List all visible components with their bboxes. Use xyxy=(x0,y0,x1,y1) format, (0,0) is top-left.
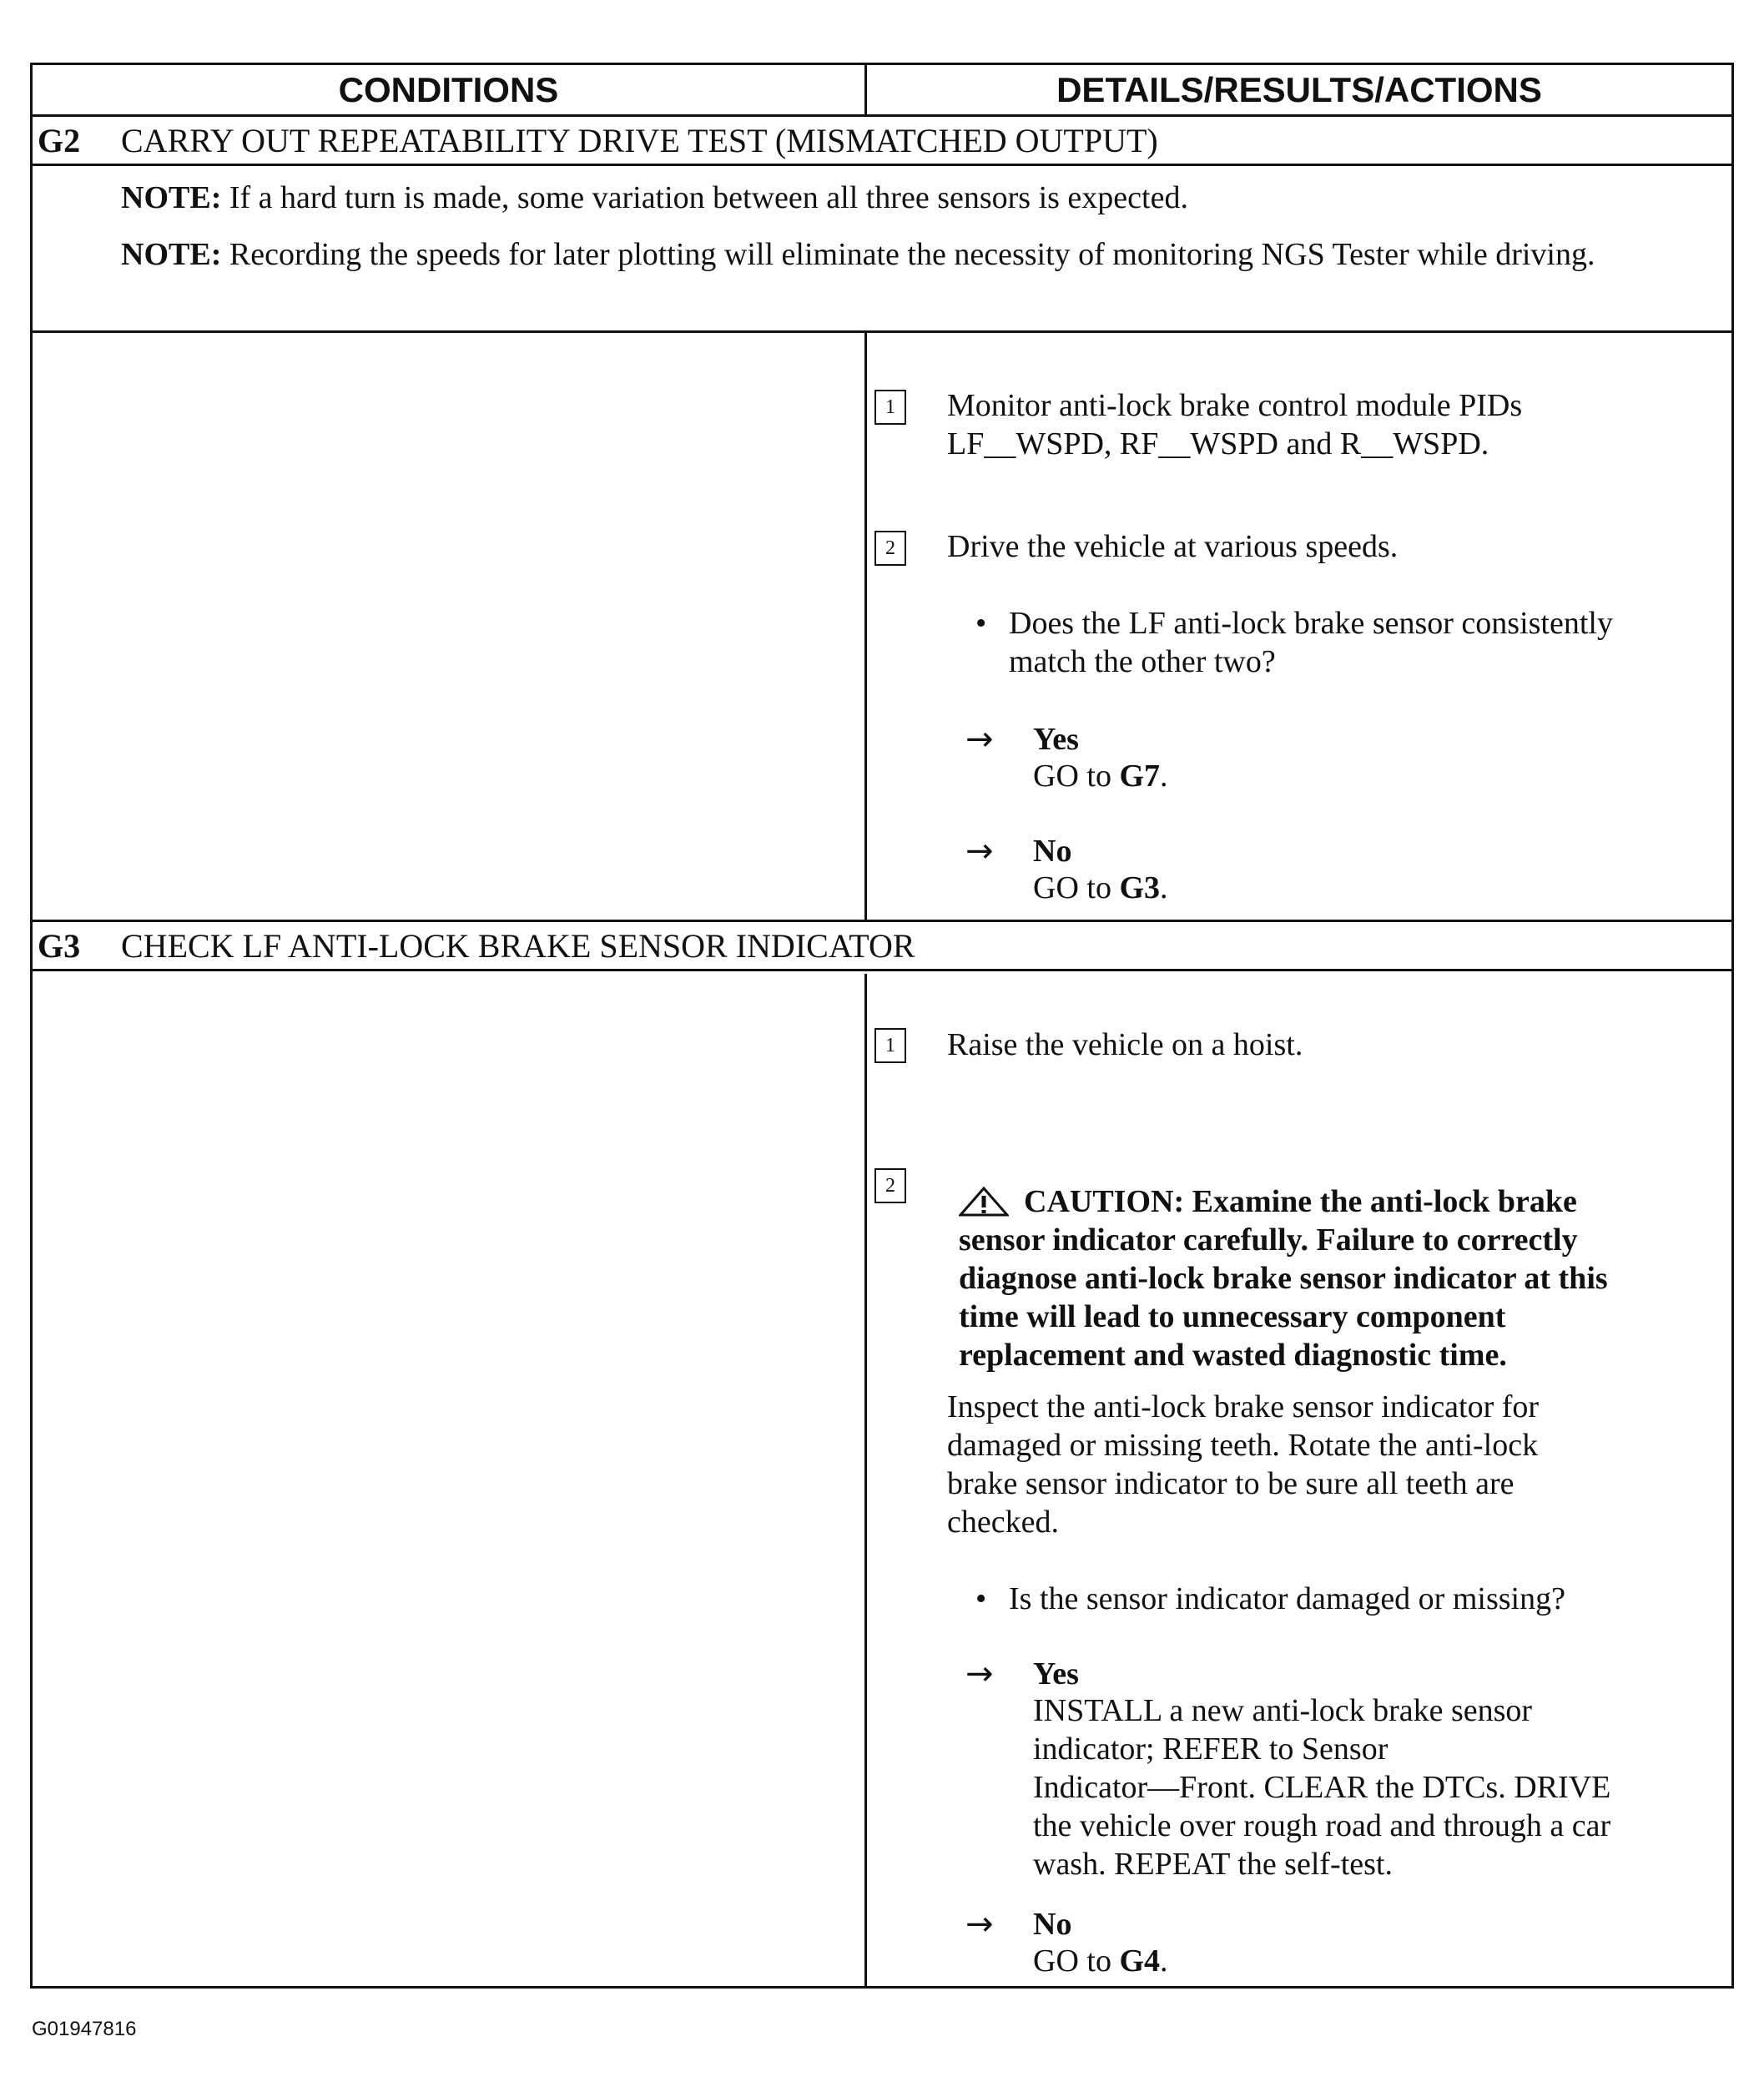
step-number-box: 1 xyxy=(874,390,906,425)
g2-note-1 xyxy=(121,179,1720,217)
goto-target: G7 xyxy=(1119,759,1161,794)
figure-code: G01947816 xyxy=(32,2018,137,2040)
g2-no-label: No xyxy=(1033,834,1072,869)
g3-caution-line2: sensor indicator carefully. Failure to correctly xyxy=(959,1222,1578,1258)
g3-inspect-line1: Inspect the anti-lock brake sensor indicator for xyxy=(947,1389,1540,1424)
g3-yes-line3: Indicator—Front. CLEAR the DTCs. DRIVE xyxy=(1033,1770,1611,1805)
step-number-box: 2 xyxy=(874,1168,906,1203)
arrow-right-icon: → xyxy=(965,1655,994,1693)
step-number-box: 1 xyxy=(874,1028,906,1063)
g2-step1-line1: Monitor anti-lock brake control module PIDs xyxy=(947,388,1523,423)
details-header: DETAILS/RESULTS/ACTIONS xyxy=(1056,70,1542,109)
note-text: Recording the speeds for later plotting will eliminate the necessity of monitoring NGS Tester while driving. xyxy=(229,237,1595,272)
step-number-box: 2 xyxy=(874,531,906,566)
table-header xyxy=(33,65,1731,117)
goto-target: G3 xyxy=(1119,870,1161,905)
g3-yes-line1: INSTALL a new anti-lock brake sensor xyxy=(1033,1693,1533,1728)
g3-step-id: G3 xyxy=(38,927,81,965)
g2-step-title: CARRY OUT REPEATABILITY DRIVE TEST (MISMATCHED OUTPUT) xyxy=(121,122,1158,159)
note-text: If a hard turn is made, some variation between all three sensors is expected. xyxy=(229,180,1188,215)
g2-notes xyxy=(33,169,1731,333)
g3-no-action: GO to G4. xyxy=(1033,1943,1168,1979)
g3-yes-line4: the vehicle over rough road and through a car xyxy=(1033,1808,1611,1843)
note-label: NOTE: xyxy=(121,237,222,272)
g2-step1-line2: LF__WSPD, RF__WSPD and R__WSPD. xyxy=(947,426,1489,461)
g3-yes-line2: indicator; REFER to Sensor xyxy=(1033,1732,1389,1767)
column-divider xyxy=(864,974,867,1986)
goto-target: G4 xyxy=(1119,1943,1161,1979)
g2-yes-action: GO to G7. xyxy=(1033,759,1168,794)
g2-body-row xyxy=(33,333,1731,922)
g2-question-line1: Does the LF anti-lock brake sensor consistently xyxy=(1009,606,1613,641)
diagnostic-table xyxy=(30,63,1734,1989)
g2-step-id: G2 xyxy=(38,122,81,159)
g3-inspect-line4: checked. xyxy=(947,1505,1059,1540)
caution-triangle-icon xyxy=(959,1187,1009,1217)
g3-yes-label: Yes xyxy=(1033,1656,1079,1691)
g2-yes-label: Yes xyxy=(1033,722,1079,757)
note-label: NOTE: xyxy=(121,180,222,215)
g3-body-row xyxy=(33,974,1731,1986)
bullet-icon: • xyxy=(975,606,987,641)
g3-caution-line5: replacement and wasted diagnostic time. xyxy=(959,1338,1507,1373)
bullet-icon: • xyxy=(975,1581,987,1616)
g2-step2-text: Drive the vehicle at various speeds. xyxy=(947,529,1399,564)
g3-no-label: No xyxy=(1033,1907,1072,1942)
g3-yes-line5: wash. REPEAT the self-test. xyxy=(1033,1847,1393,1882)
g3-step-title: CHECK LF ANTI-LOCK BRAKE SENSOR INDICATOR xyxy=(121,927,915,965)
arrow-right-icon: → xyxy=(965,1905,994,1943)
g3-inspect-line2: damaged or missing teeth. Rotate the anti-lock xyxy=(947,1428,1539,1463)
g3-inspect-line3: brake sensor indicator to be sure all teeth are xyxy=(947,1466,1515,1501)
g3-question: Is the sensor indicator damaged or missing? xyxy=(1009,1581,1565,1616)
g3-title-row xyxy=(33,922,1731,971)
g2-note-2 xyxy=(121,235,1720,274)
g2-title-row xyxy=(33,117,1731,166)
g3-caution-line1: CAUTION: Examine the anti-lock brake xyxy=(959,1182,1577,1221)
g3-caution-line3: diagnose anti-lock brake sensor indicator at this xyxy=(959,1261,1608,1296)
arrow-right-icon: → xyxy=(965,720,994,759)
g2-question-line2: match the other two? xyxy=(1009,644,1276,679)
g2-no-action: GO to G3. xyxy=(1033,870,1168,905)
g3-step1-text: Raise the vehicle on a hoist. xyxy=(947,1027,1303,1062)
arrow-right-icon: → xyxy=(965,832,994,870)
column-divider xyxy=(864,333,867,920)
conditions-header: CONDITIONS xyxy=(33,65,867,114)
g3-caution-line4: time will lead to unnecessary component xyxy=(959,1299,1506,1334)
